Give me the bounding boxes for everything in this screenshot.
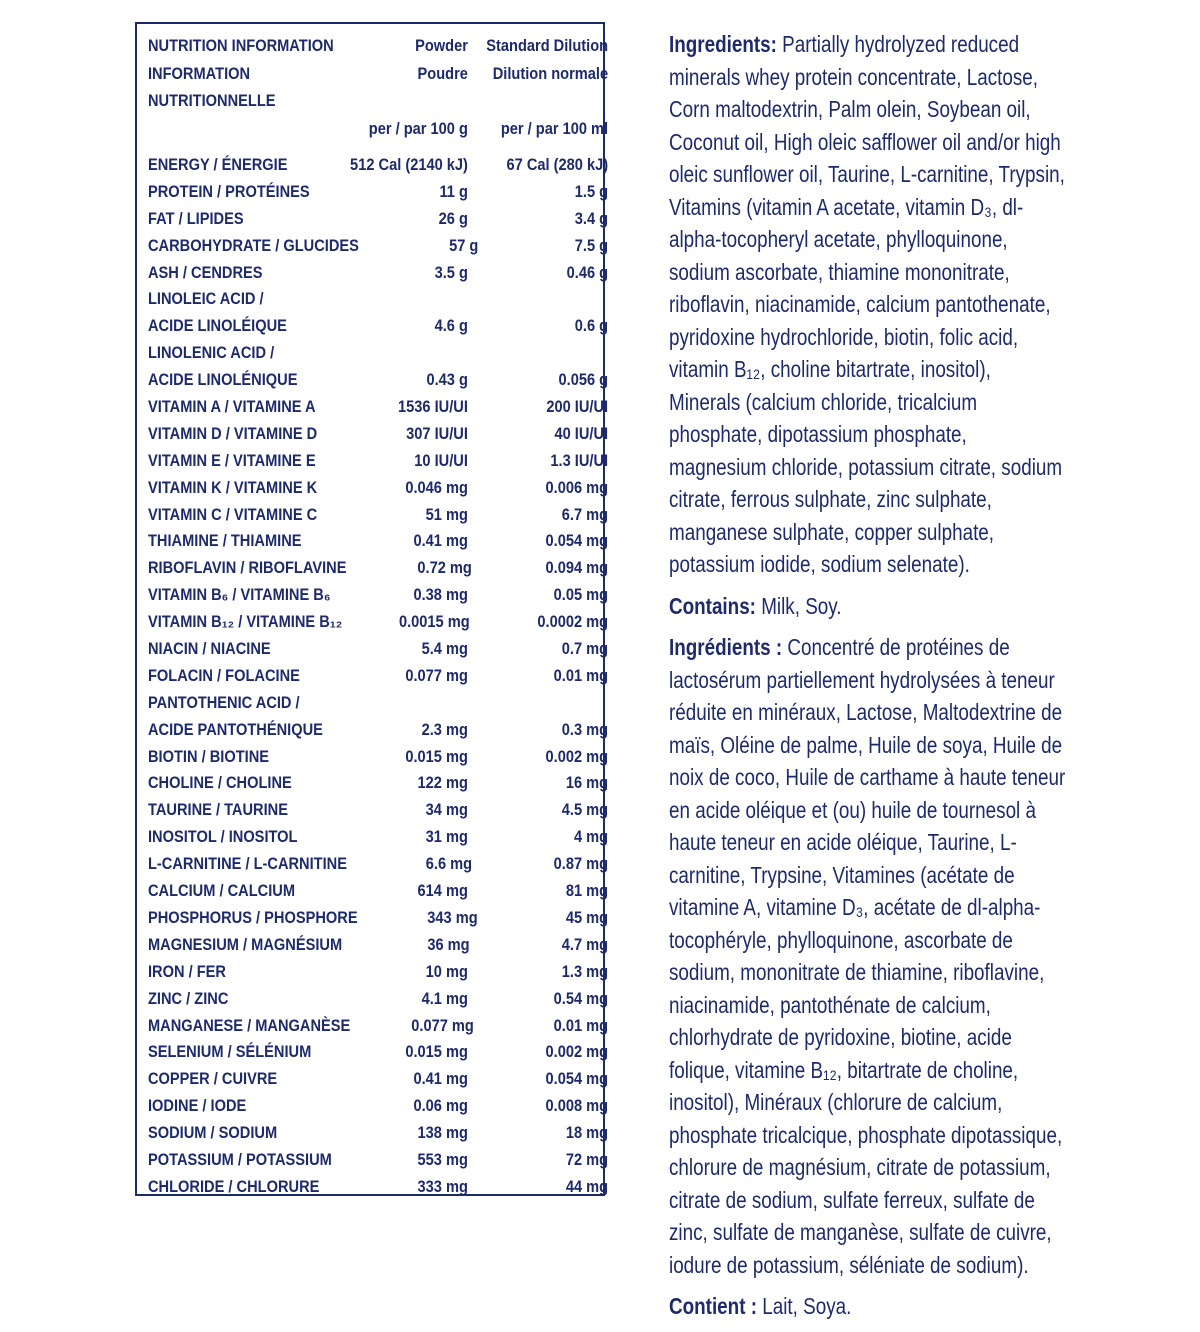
table-row: [148, 744, 608, 771]
dilution-value: 4.7 mg: [561, 934, 609, 954]
contains-en-text: Milk, Soy.: [755, 592, 842, 619]
powder-value: [339, 340, 468, 367]
table-row: [148, 1013, 608, 1040]
powder-value: 0.72 mg: [417, 558, 472, 578]
powder-value: 51 mg: [425, 504, 468, 524]
nutrient-label: ACIDE PANTOTHÉNIQUE: [148, 719, 323, 739]
contains-fr-heading: Contient :: [669, 1293, 757, 1319]
powder-value: 31 mg: [425, 827, 468, 847]
powder-value: 0.06 mg: [413, 1096, 468, 1116]
nutrient-label: CHLORIDE / CHLORURE: [148, 1176, 320, 1196]
nutrient-label: IODINE / IODE: [148, 1096, 247, 1116]
nutrient-label: MAGNESIUM / MAGNÉSIUM: [148, 934, 343, 954]
table-row: [148, 421, 608, 448]
dilution-value: 1.3 IU/UI: [550, 450, 609, 470]
table-row: [148, 502, 608, 529]
powder-value: 122 mg: [417, 773, 468, 793]
table-row: [148, 663, 608, 690]
dilution-value: 0.01 mg: [553, 1015, 609, 1035]
powder-value: 0.015 mg: [405, 746, 468, 766]
dilution-value: 81 mg: [565, 881, 609, 901]
nutrient-label: ACIDE LINOLÉNIQUE: [148, 370, 298, 390]
dilution-value: [468, 286, 608, 313]
nutrient-label: BIOTIN / BIOTINE: [148, 746, 270, 766]
dilution-value: 18 mg: [565, 1123, 609, 1143]
dilution-value: 4 mg: [573, 827, 609, 847]
nutrient-label: THIAMINE / THIAMINE: [148, 531, 302, 551]
dilution-value: 0.008 mg: [545, 1096, 609, 1116]
header-col1-unit: per / par 100 g: [368, 118, 468, 138]
ingredients-en: [669, 28, 1067, 581]
nutrient-label: PANTOTHENIC ACID /: [148, 692, 300, 712]
table-row: [148, 1039, 608, 1066]
table-row: [148, 286, 608, 313]
powder-value: 138 mg: [417, 1123, 468, 1143]
dilution-value: 0.6 g: [574, 316, 609, 336]
ingredients-fr-text: Concentré de protéines de lactosérum partiellement hydrolysées à teneur réduite en minéraux, Lactose, Maltodextrine de maïs, Oléine de palme, Huile de soya, Huile de noix de coco, Huile de carthame à haute teneur en acide oléique et (ou) huile de tournesol à haute teneur en acide oléique, Taurine, L-carnitine, Trypsine, Vitamines (acétate de vitamine A, vitamine D₃, acétate de dl-alpha-tocophéryle, phylloquinone, ascorbate de sodium, mononitrate de thiamine, riboflavine, niacinamide, pantothénate de calcium, chlorhydrate de pyridoxine, biotine, acide folique, vitamine B₁₂, bitartrate de choline, inositol), Minéraux (chlorure de calcium, phosphate tricalcique, phosphate dipotassique, chlorure de magnésium, citrate de potassium, citrate de sodium, sulfate ferreux, sulfate de zinc, sulfate de manganèse, sulfate de cuivre, iodure de potassium, séléniate de sodium).: [669, 634, 1066, 1278]
dilution-value: 200 IU/UI: [546, 397, 609, 417]
table-row: [148, 555, 608, 582]
header-label-fr: INFORMATION NUTRITIONNELLE: [148, 63, 276, 110]
table-row: [148, 582, 608, 609]
table-row: [148, 206, 608, 233]
nutrient-label: FAT / LIPIDES: [148, 208, 244, 228]
table-row: [148, 905, 608, 932]
powder-value: 57 g: [449, 235, 479, 255]
powder-value: 307 IU/UI: [406, 423, 468, 443]
nutrient-label: VITAMIN B₆ / VITAMINE B₆: [148, 585, 331, 605]
ingredients-panel: [669, 28, 1066, 1332]
nutrient-label: FOLACIN / FOLACINE: [148, 665, 300, 685]
powder-value: 4.1 mg: [421, 988, 468, 1008]
dilution-value: 0.006 mg: [545, 477, 609, 497]
header-col2-unit: per / par 100 ml: [500, 118, 609, 138]
powder-value: 0.077 mg: [411, 1015, 474, 1035]
table-row: [148, 932, 608, 959]
nutrient-label: IRON / FER: [148, 961, 226, 981]
powder-value: [339, 690, 468, 717]
header-col1-en: Powder: [415, 36, 468, 55]
dilution-value: [468, 340, 608, 367]
powder-value: 0.015 mg: [405, 1042, 468, 1062]
table-row: [148, 986, 608, 1013]
nutrient-label: LINOLEIC ACID /: [148, 289, 264, 309]
dilution-value: 0.054 mg: [545, 1069, 609, 1089]
table-header-row-2: [148, 60, 608, 115]
powder-value: 333 mg: [417, 1176, 468, 1196]
table-row: [148, 340, 608, 367]
nutrient-label: MANGANESE / MANGANÈSE: [148, 1015, 351, 1035]
dilution-value: 4.5 mg: [561, 800, 609, 820]
table-row: [148, 1093, 608, 1120]
contains-en: [669, 590, 1067, 623]
table-row: [148, 1120, 608, 1147]
table-row: [148, 179, 608, 206]
dilution-value: 0.7 mg: [561, 639, 609, 659]
table-row: [148, 609, 608, 636]
table-header-row-1: [148, 32, 608, 60]
table-row: [148, 394, 608, 421]
nutrient-label: POTASSIUM / POTASSIUM: [148, 1149, 332, 1169]
nutrient-label: PROTEIN / PROTÉINES: [148, 181, 310, 201]
contains-fr-text: Lait, Soya.: [756, 1293, 852, 1319]
powder-value: 34 mg: [425, 800, 468, 820]
nutrient-label: ACIDE LINOLÉIQUE: [148, 316, 287, 336]
powder-value: 0.046 mg: [405, 477, 468, 497]
dilution-value: 0.002 mg: [545, 1042, 609, 1062]
powder-value: 0.077 mg: [405, 665, 468, 685]
table-row: [148, 1174, 608, 1201]
powder-value: 343 mg: [427, 907, 478, 927]
dilution-value: 0.46 g: [566, 262, 609, 282]
dilution-value: 72 mg: [565, 1149, 609, 1169]
dilution-value: 0.054 mg: [545, 531, 609, 551]
dilution-value: 0.002 mg: [545, 746, 609, 766]
ingredients-en-text: Partially hydrolyzed reduced minerals whey protein concentrate, Lactose, Corn maltodextrin, Palm olein, Soybean oil, Coconut oil, High oleic safflower oil and/or high oleic sunflower oil, Taurine, L-carnitine, Trypsin, Vitamins (vitamin A acetate, vitamin D₃, dl-alpha-tocopheryl acetate, phylloquinone, sodium ascorbate, thiamine mononitrate, riboflavin, niacinamide, calcium pantothenate, pyridoxine hydrochloride, biotin, folic acid, vitamin B₁₂, choline bitartrate, inositol), Minerals (calcium chloride, tricalcium phosphate, dipotassium phosphate, magnesium chloride, potassium citrate, sodium citrate, ferrous sulphate, zinc sulphate, manganese sulphate, copper sulphate, potassium iodide, sodium selenate).: [669, 31, 1065, 577]
contains-fr: [669, 1290, 1067, 1323]
contains-en-heading: Contains:: [669, 592, 756, 619]
nutrient-label: CARBOHYDRATE / GLUCIDES: [148, 235, 359, 255]
header-col1-fr: Poudre: [417, 63, 468, 83]
powder-value: 3.5 g: [434, 262, 468, 282]
dilution-value: 6.7 mg: [561, 504, 609, 524]
table-row: [148, 313, 608, 340]
dilution-value: 0.05 mg: [553, 585, 609, 605]
nutrient-label: VITAMIN B₁₂ / VITAMINE B₁₂: [148, 612, 343, 632]
table-row: [148, 1147, 608, 1174]
dilution-value: 0.87 mg: [553, 854, 609, 874]
dilution-value: 45 mg: [565, 907, 609, 927]
powder-value: 2.3 mg: [421, 719, 468, 739]
table-row: [148, 878, 608, 905]
powder-value: 553 mg: [417, 1149, 468, 1169]
nutrient-label: RIBOFLAVIN / RIBOFLAVINE: [148, 558, 347, 578]
nutrient-label: L-CARNITINE / L-CARNITINE: [148, 854, 347, 874]
nutrient-label: LINOLENIC ACID /: [148, 343, 275, 363]
powder-value: 0.0015 mg: [398, 612, 470, 632]
ingredients-en-heading: Ingredients:: [669, 31, 777, 57]
table-row: [148, 260, 608, 287]
powder-value: 26 g: [438, 208, 468, 228]
powder-value: 6.6 mg: [425, 854, 473, 874]
dilution-value: [468, 690, 608, 717]
nutrient-label: PHOSPHORUS / PHOSPHORE: [148, 907, 358, 927]
powder-value: 10 IU/UI: [414, 450, 468, 470]
dilution-value: 0.54 mg: [553, 988, 609, 1008]
powder-value: 11 g: [439, 181, 468, 201]
nutrient-label: SODIUM / SODIUM: [148, 1123, 278, 1143]
dilution-value: 40 IU/UI: [554, 423, 609, 443]
powder-value: 1536 IU/UI: [398, 397, 468, 417]
table-row: [148, 959, 608, 986]
nutrient-label: VITAMIN D / VITAMINE D: [148, 423, 318, 443]
dilution-value: 44 mg: [565, 1176, 609, 1196]
dilution-value: 0.0002 mg: [537, 612, 609, 632]
ingredients-fr: [669, 631, 1067, 1281]
table-row: [148, 152, 608, 179]
table-row: [148, 448, 608, 475]
powder-value: 614 mg: [417, 881, 468, 901]
dilution-value: 1.3 mg: [561, 961, 609, 981]
nutrient-label: ASH / CENDRES: [148, 262, 263, 282]
nutrient-label: ZINC / ZINC: [148, 988, 229, 1008]
dilution-value: 16 mg: [565, 773, 609, 793]
powder-value: 512 Cal (2140 kJ): [350, 155, 468, 174]
table-row: [148, 367, 608, 394]
nutrient-label: VITAMIN C / VITAMINE C: [148, 504, 318, 524]
powder-value: 0.38 mg: [413, 585, 468, 605]
powder-value: 0.43 g: [426, 370, 468, 390]
nutrient-label: INOSITOL / INOSITOL: [148, 827, 298, 847]
dilution-value: 3.4 g: [574, 208, 609, 228]
table-row: [148, 1066, 608, 1093]
nutrient-label: CALCIUM / CALCIUM: [148, 881, 295, 901]
table-row: [148, 770, 608, 797]
table-row: [148, 475, 608, 502]
nutrient-label: ENERGY / ÉNERGIE: [148, 155, 288, 174]
powder-value: 10 mg: [425, 961, 468, 981]
powder-value: 4.6 g: [434, 316, 468, 336]
powder-value: 36 mg: [427, 934, 470, 954]
dilution-value: 0.3 mg: [561, 719, 609, 739]
nutrient-label: VITAMIN A / VITAMINE A: [148, 397, 316, 417]
header-col2-en: Standard Dilution: [486, 36, 609, 55]
powder-value: 0.41 mg: [413, 531, 468, 551]
table-row: [148, 690, 608, 717]
table-row: [148, 636, 608, 663]
nutrient-label: VITAMIN K / VITAMINE K: [148, 477, 318, 497]
dilution-value: 0.094 mg: [545, 558, 609, 578]
nutrient-label: SELENIUM / SÉLÉNIUM: [148, 1042, 312, 1062]
dilution-value: 0.01 mg: [553, 665, 609, 685]
table-row: [148, 528, 608, 555]
powder-value: 0.41 mg: [413, 1069, 468, 1089]
nutrient-label: TAURINE / TAURINE: [148, 800, 288, 820]
header-col2-fr: Dilution normale: [492, 63, 609, 83]
powder-value: [339, 286, 468, 313]
nutrient-rows: [148, 152, 608, 1201]
powder-value: 5.4 mg: [421, 639, 468, 659]
table-row: [148, 851, 608, 878]
dilution-value: 7.5 g: [574, 235, 609, 255]
table-row: [148, 233, 608, 260]
nutrition-table: [148, 32, 608, 1201]
dilution-value: 1.5 g: [574, 181, 609, 201]
table-row: [148, 824, 608, 851]
nutrient-label: COPPER / CUIVRE: [148, 1069, 278, 1089]
table-row: [148, 797, 608, 824]
header-label-en: NUTRITION INFORMATION: [148, 36, 334, 55]
dilution-value: 0.056 g: [558, 370, 609, 390]
nutrient-label: NIACIN / NIACINE: [148, 639, 271, 659]
ingredients-fr-heading: Ingrédients :: [669, 634, 783, 660]
table-row: [148, 717, 608, 744]
dilution-value: 67 Cal (280 kJ): [506, 155, 609, 174]
table-header-row-3: [148, 115, 608, 143]
nutrient-label: VITAMIN E / VITAMINE E: [148, 450, 316, 470]
nutrient-label: CHOLINE / CHOLINE: [148, 773, 292, 793]
